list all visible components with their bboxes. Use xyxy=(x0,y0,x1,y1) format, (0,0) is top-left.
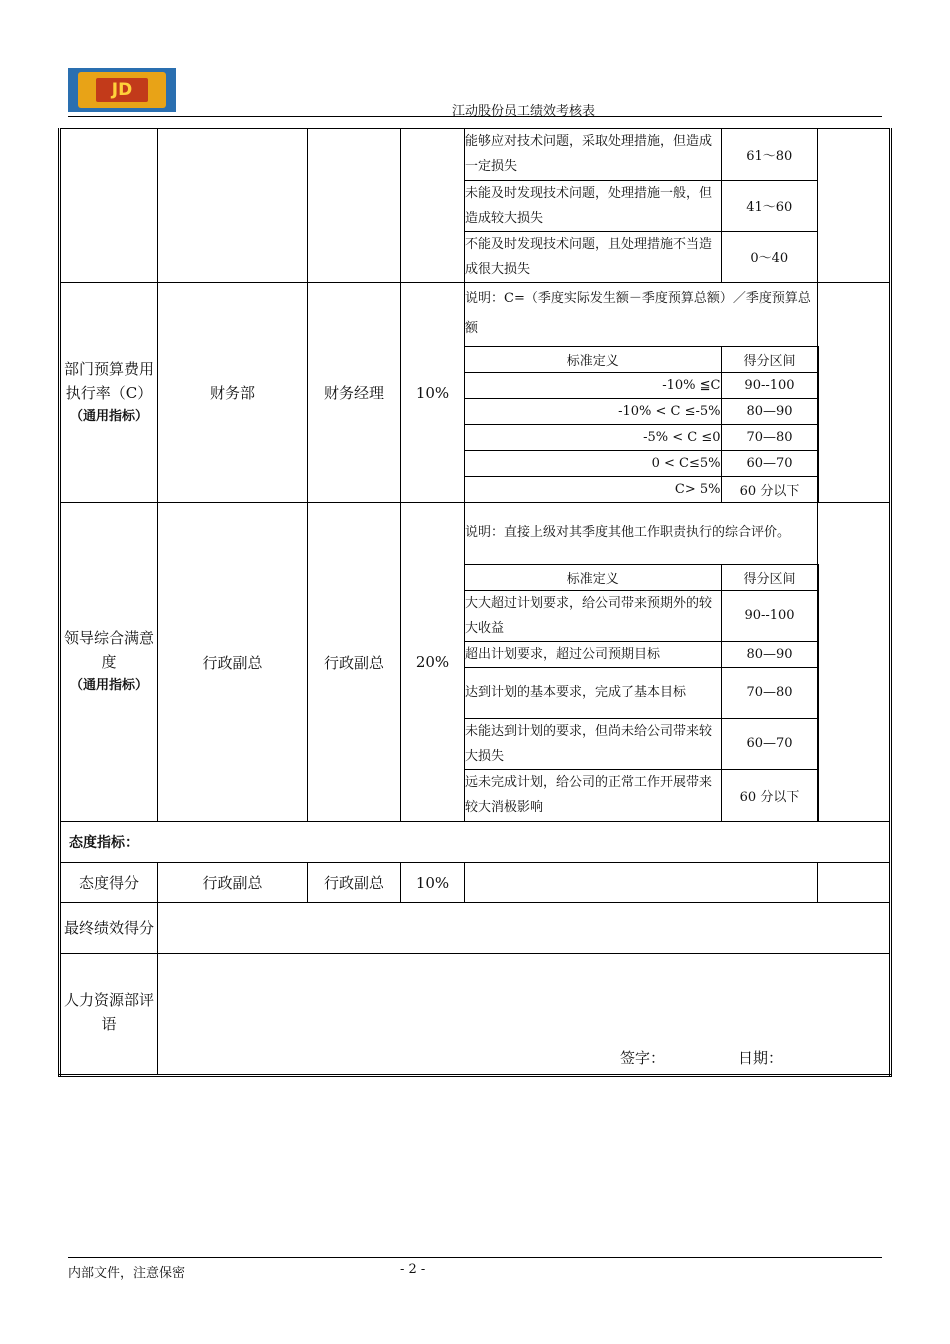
table-row xyxy=(60,954,891,1076)
col-header-score: 得分区间 xyxy=(721,564,818,590)
weight-cell: 10% xyxy=(401,863,465,903)
criteria-score: 90--100 xyxy=(721,590,818,641)
dept-cell: 行政副总 xyxy=(158,503,308,822)
final-score-value xyxy=(158,903,891,954)
criteria-def: C> 5% xyxy=(465,476,721,502)
table-row xyxy=(60,283,891,503)
role-cell: 行政副总 xyxy=(308,863,401,903)
document-title: 江动股份员工绩效考核表 xyxy=(452,104,596,119)
indicator-name: 态度得分 xyxy=(60,863,158,903)
dept-cell: 行政副总 xyxy=(158,863,308,903)
col-header-score: 得分区间 xyxy=(721,346,818,372)
weight-cell: 10% xyxy=(401,283,465,503)
company-logo xyxy=(68,68,176,112)
attitude-section-title: 态度指标： xyxy=(60,822,891,863)
criteria-cell xyxy=(465,283,818,503)
indicator-name: 领导综合满意度 （通用指标） xyxy=(60,503,158,822)
final-score-label: 最终绩效得分 xyxy=(60,903,158,954)
criteria-desc: 不能及时发现技术问题，且处理措施不当造成很大损失 xyxy=(465,231,721,282)
appraisal-table xyxy=(58,128,892,1077)
criteria-def: 大大超过计划要求，给公司带来预期外的较大收益 xyxy=(465,590,721,641)
criteria-def: 远未完成计划，给公司的正常工作开展带来较大消极影响 xyxy=(465,769,721,821)
header-rule xyxy=(68,116,882,117)
criteria-score: 60 分以下 xyxy=(721,769,818,821)
criteria-cell xyxy=(465,129,818,283)
indicator-tag: （通用指标） xyxy=(69,408,148,424)
col-header-definition: 标准定义 xyxy=(465,564,721,590)
table-row xyxy=(60,822,891,863)
criteria-score: 60—70 xyxy=(721,450,818,476)
criteria-note: 说明：C=（季度实际发生额－季度预算总额）／季度预算总额 xyxy=(465,283,818,346)
criteria-def: 达到计划的基本要求，完成了基本目标 xyxy=(465,667,721,718)
logo-text: JD xyxy=(111,80,133,100)
weight-cell: 20% xyxy=(401,503,465,822)
criteria-score: 70—80 xyxy=(721,667,818,718)
confidential-note: 内部文件，注意保密 xyxy=(68,1266,186,1281)
dept-cell: 财务部 xyxy=(158,283,308,503)
indicator-tag: （通用指标） xyxy=(69,678,148,693)
footer-rule xyxy=(68,1257,882,1258)
signature-label: 签字： xyxy=(620,1049,666,1067)
criteria-note: 说明：直接上级对其季度其他工作职责执行的综合评价。 xyxy=(465,503,818,564)
criteria-score: 60—70 xyxy=(721,718,818,769)
table-row xyxy=(60,503,891,822)
criteria-score: 0～40 xyxy=(721,231,817,282)
hr-comment-cell xyxy=(158,954,891,1076)
col-header-definition: 标准定义 xyxy=(465,346,721,372)
criteria-desc: 能够应对技术问题，采取处理措施，但造成一定损失 xyxy=(465,129,721,180)
criteria-score: 60 分以下 xyxy=(721,476,818,502)
table-row xyxy=(60,863,891,903)
criteria-def: -5% < C ≤0 xyxy=(465,424,721,450)
criteria-score: 41～60 xyxy=(721,180,817,231)
criteria-score: 90--100 xyxy=(721,372,818,398)
page-number: - 2 - xyxy=(400,1262,426,1277)
criteria-score: 80—90 xyxy=(721,398,818,424)
criteria-def: -10% ≦C xyxy=(465,372,721,398)
role-cell: 财务经理 xyxy=(308,283,401,503)
criteria-def: 超出计划要求，超过公司预期目标 xyxy=(465,641,721,667)
role-cell: 行政副总 xyxy=(308,503,401,822)
criteria-score: 80—90 xyxy=(721,641,818,667)
criteria-desc: 未能及时发现技术问题，处理措施一般，但造成较大损失 xyxy=(465,180,721,231)
criteria-def: 0 < C≤5% xyxy=(465,450,721,476)
table-row xyxy=(60,903,891,954)
criteria-def: 未能达到计划的要求，但尚未给公司带来较大损失 xyxy=(465,718,721,769)
indicator-name: 部门预算费用执行率（C） （通用指标） xyxy=(60,283,158,503)
criteria-score: 70—80 xyxy=(721,424,818,450)
table-row xyxy=(60,129,891,283)
criteria-cell xyxy=(465,503,818,822)
hr-comment-label: 人力资源部评语 xyxy=(60,954,158,1076)
criteria-def: -10% < C ≤-5% xyxy=(465,398,721,424)
date-label: 日期： xyxy=(738,1049,784,1067)
criteria-score: 61～80 xyxy=(721,129,817,180)
